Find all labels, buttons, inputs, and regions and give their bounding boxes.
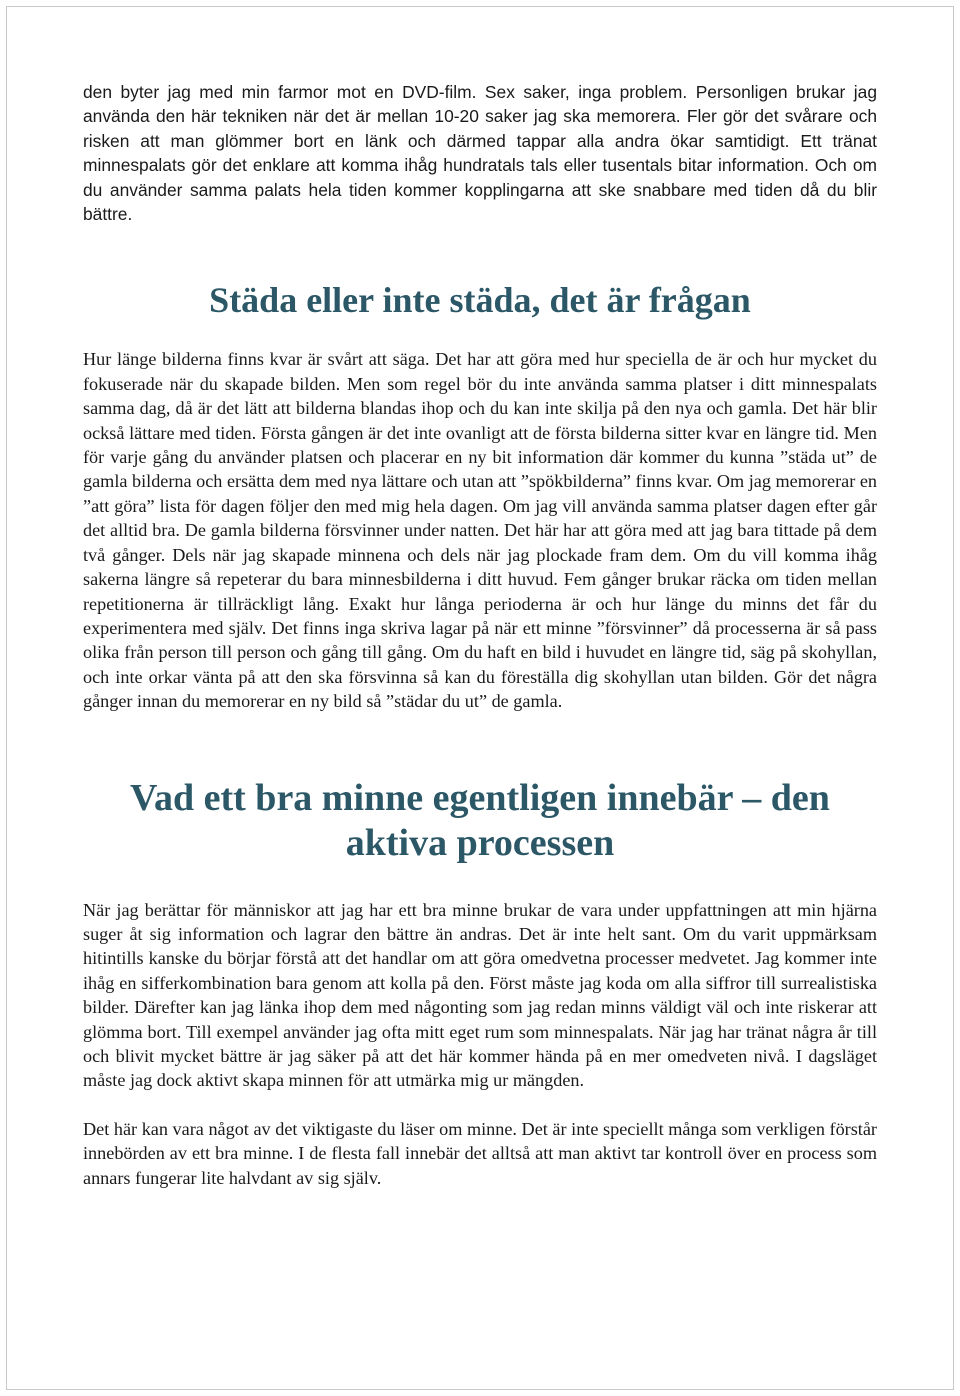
section-heading-stada: Städa eller inte städa, det är frågan [209,280,751,321]
paragraph-viktigaste: Det här kan vara något av det viktigaste du läser om minne. Det är inte speciellt många som verkligen förstår innebörden av ett bra minne. I de flesta fall innebär det alltså att man aktivt tar kontroll över en process som annars fungerar lite halvdant av sig själv. [83,1118,877,1188]
paragraph-intro: den byter jag med min farmor mot en DVD-film. Sex saker, inga problem. Personligen brukar jag använda den här tekniken när det är mellan 10-20 saker jag ska memorera. Fler gör det svårare och risken att man glömmer bort en länk och därmed tappar alla andra ökar samtidigt. Ett tränat minnespalats gör det enklare att komma ihåg hundratals tals eller tusentals bitar information. Och om du använder samma palats hela tiden kommer kopplingarna att ske snabbare med tiden då du blir bättre. [83,82,877,225]
paragraph-bra-minne: När jag berättar för människor att jag har ett bra minne brukar de vara under uppfattningen att min hjärna suger åt sig information och lagrar den bättre än andras. Det är inte helt sant. Om du varit uppmärksam hitintills kanske du börjar förstå att det handlar om att göra omedvetna processer medvetet. Jag kommer inte ihåg en sifferkombination bara genom att kolla på den. Först måste jag koda om alla siffror till surrealistiska bilder. Därefter kan jag länka ihop dem med någonting som jag redan minns väldigt väl och inte riskerar att glömma bort. Till exempel använder jag ofta mitt eget rum som minnespalats. När jag har tränat några år till och blivit mycket bättre är jag säker på att det här kommer hända på en mer omedveten nivå. I dagsläget måste jag dock aktivt skapa minnen för att utmärka mig ur mängden. [83,899,877,1091]
document-page [83,80,877,1190]
paragraph-stada: Hur länge bilderna finns kvar är svårt att säga. Det har att göra med hur speciella de är och hur mycket du fokuserade när du skapade bilden. Men som regel bör du inte använda samma platser i ditt minnespalats samma dag, då är det lätt att bilderna blandas ihop och du kan inte skilja på den nya och gamla. Det här blir också lättare med tiden. Första gången är det inte ovanligt att de första bilderna sitter kvar en längre tid. Men för varje gång du använder platsen och placerar en ny bit information där kommer du kunna ”städa ut” de gamla bilderna och ersätta dem med nya lättare och utan att ”spökbilderna” finns kvar. Om jag memorerar en ”att göra” lista för dagen följer den med mig hela dagen. Om jag vill använda samma platser dagen efter går det alltid bra. De gamla bilderna försvinner under natten. Det här har att göra med att jag bara tittade på dem två gånger. Dels när jag skapade minnena och dels när jag plockade fram dem. Om du vill komma ihåg sakerna längre så repeterar du bara minnesbilderna i ditt huvud. Fem gånger brukar räcka om tiden mellan repetitionerna är tillräckligt lång. Exakt hur långa perioderna är och hur länge du minns det får du experimentera med själv. Det finns inga skriva lagar på när ett minne ”försvinner” då processerna är så pass olika från person till person och gång till gång. Om du haft en bild i huvudet en längre tid, säg på skohyllan, och inte orkar vänta på att den ska försvinna så kan du föreställa dig skohyllan utan bilden. Gör det några gånger innan du memorerar en ny bild så ”städar du ut” de gamla. [83,349,877,712]
section-heading-bra-minne: Vad ett bra minne egentligen innebär – den aktiva processen [130,776,830,864]
